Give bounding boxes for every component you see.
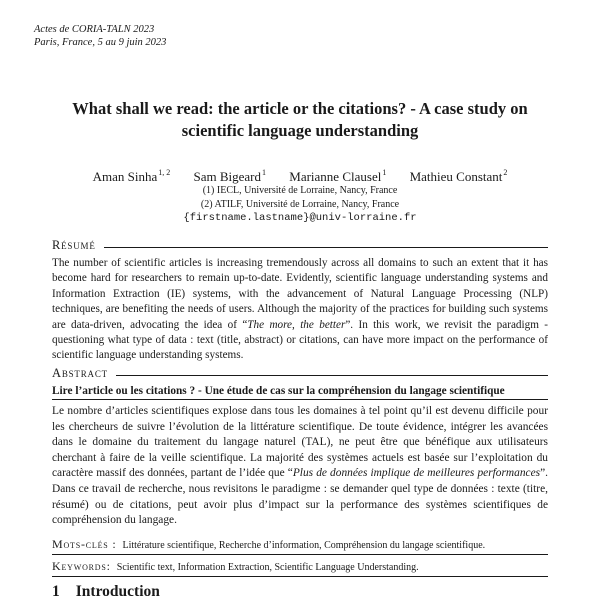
keywords-fr [52, 537, 548, 552]
venue-line-2: Paris, France, 5 au 9 juin 2023 [34, 37, 167, 48]
affiliation-1: (1) IECL, Université de Lorraine, Nancy, France [202, 185, 398, 196]
keywords-fr-text: Littérature scientifique, Recherche d’information, Compréhension du langage scientifique. [122, 540, 486, 551]
keywords-en-text: Scientific text, Information Extraction, Scientific Language Understanding. [116, 562, 419, 573]
abstract-heading: Abstract [52, 366, 548, 381]
subtitle-rule [52, 399, 548, 400]
keywords-en-label: Keywords: [52, 559, 111, 573]
french-title: Lire l’article ou les citations ? - Une étude de cas sur la compréhension du langage scientifique [52, 385, 505, 397]
keywords-en [52, 559, 548, 574]
author-list [30, 169, 570, 185]
section-number: 1 [52, 583, 60, 600]
section-rule [116, 375, 548, 376]
author: Sam Bigeard$^1$ [193, 168, 267, 184]
keywords-rule [52, 554, 548, 555]
keywords-rule [52, 576, 548, 577]
author-email: {firstname.lastname}@univ-lorraine.fr [183, 212, 417, 224]
author: Marianne Clausel$^1$ [289, 168, 387, 184]
title-line-2: scientific language understanding [181, 121, 419, 140]
keywords-fr-label: Mots-clés : [52, 537, 117, 551]
title-line-1: What shall we read: the article or the citations? - A case study on [72, 99, 528, 118]
paper-title [40, 98, 560, 142]
affiliation-2: (2) ATILF, Université de Lorraine, Nancy, France [200, 199, 400, 210]
section-title: Introduction [75, 583, 160, 600]
abstract-text: Le nombre d’articles scientifiques explose dans tous les domaines à tel point qu’il est devenu difficile pour les chercheurs de suivre l’évolution de la littérature scientifique. De toute évidence, intégrer les avancées dans le domaine du traitement du langage naturel (TAL), ne peut être que bénéfique aux utilisateurs cherchant à faire de la veille scientifique. La majorité des systèmes actuels est basée sur l’exploitation du caractère massif des données, partant de l’idée que “Plus de données implique de meilleures performances”. Dans ce travail de recherche, nous revisitons le paradigme : se demander quel type de données : texte (titre, résumé) ou de citations, peut avoir plus d’impact sur la performance des systèmes scientifiques de compréhension du langage. [52, 405, 548, 527]
author: Mathieu Constant$^2$ [409, 168, 508, 184]
resume-text: The number of scientific articles is increasing tremendously across all domains to such an extent that it has become hard for researchers to remain up-to-date. Evidently, scientific language understanding systems and Information Extraction (IE) systems, with the advancement of Natural Language Processing (NLP) techniques, are benefiting the needs of users. Although the majority of the practices for building such systems are data-driven, advocating the idea of “The more, the better”. In this work, we revisit the paradigm - questioning what type of data : text (title, abstract) or citations, can have more impact on the performance of scientific language understanding systems. [52, 257, 549, 362]
section-rule [104, 247, 548, 248]
author: Aman Sinha$^{1, 2}$ [92, 168, 171, 184]
resume-heading: Résumé [52, 238, 548, 253]
venue-header [34, 23, 166, 49]
venue-line-1: Actes de CORIA-TALN 2023 [34, 24, 155, 35]
section-heading-introduction [52, 583, 160, 601]
